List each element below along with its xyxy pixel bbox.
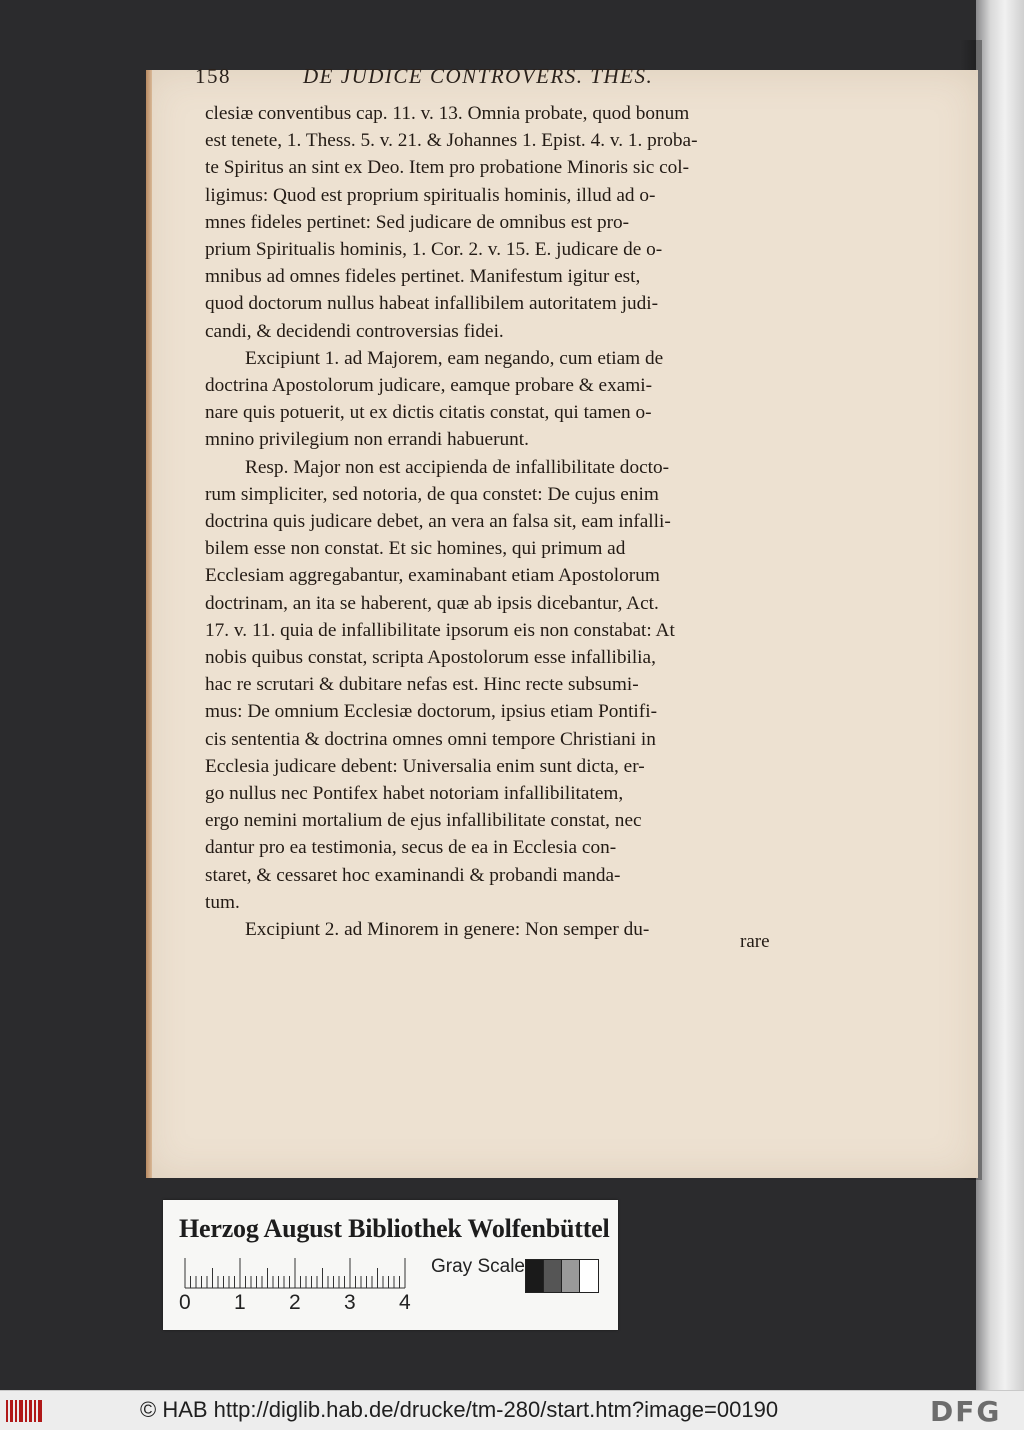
text-line: Excipiunt 2. ad Minorem in genere: Non semper du- — [245, 919, 650, 941]
text-line: staret, & cessaret hoc examinandi & probandi manda- — [205, 864, 621, 886]
text-line: Ecclesia judicare debent: Universalia enim sunt dicta, er- — [205, 755, 645, 777]
adjacent-page-edge — [976, 0, 1024, 1390]
page-number: 158 — [195, 64, 231, 88]
paragraph — [205, 100, 795, 345]
text-line: quod doctorum nullus habeat infallibilem autoritatem judi- — [205, 293, 659, 315]
page-left-edge — [146, 70, 152, 1178]
paragraph — [205, 454, 795, 916]
barcode-icon — [6, 1398, 46, 1424]
grayscale-swatch — [579, 1259, 599, 1293]
text-line: ligimus: Quod est proprium spiritualis hominis, illud ad o- — [205, 184, 656, 206]
text-line: Excipiunt 1. ad Majorem, eam negando, cum etiam de — [245, 347, 664, 369]
ruler-number: 3 — [344, 1291, 356, 1314]
text-line: candi, & decidendi controversias fidei. — [205, 320, 504, 342]
running-title: DE JUDICE CONTROVERS. THES. — [303, 64, 654, 88]
text-line: go nullus nec Pontifex habet notoriam infallibilitatem, — [205, 783, 624, 805]
paragraph — [205, 916, 795, 943]
footer-url[interactable]: © HAB http://diglib.hab.de/drucke/tm-280/start.htm?image=00190 — [140, 1397, 779, 1422]
text-line: nare quis potuerit, ut ex dictis citatis constat, qui tamen o- — [205, 402, 652, 424]
text-line: tum. — [205, 891, 240, 913]
running-head — [195, 64, 835, 96]
body-text — [205, 100, 795, 943]
catchword: rare — [740, 931, 770, 952]
text-line: dantur pro ea testimonia, secus de ea in Ecclesia con- — [205, 837, 617, 859]
paragraph — [205, 345, 795, 454]
text-line: doctrina quis judicare debet, an vera an falsa sit, eam infalli- — [205, 511, 671, 533]
text-line: Resp. Major non est accipienda de infallibilitate docto- — [245, 456, 670, 478]
grayscale-swatch — [525, 1259, 545, 1293]
text-line: doctrina Apostolorum judicare, eamque probare & exami- — [205, 375, 653, 397]
grayscale-swatch — [543, 1259, 563, 1293]
ruler-number: 1 — [234, 1291, 246, 1314]
text-line: mus: De omnium Ecclesiæ doctorum, ipsius etiam Pontifi- — [205, 701, 657, 723]
footer-bar — [0, 1390, 1024, 1430]
text-line: est tenete, 1. Thess. 5. v. 21. & Johannes 1. Epist. 4. v. 1. proba- — [205, 130, 698, 152]
library-label — [163, 1200, 618, 1330]
text-line: doctrinam, an ita se haberent, quæ ab ipsis dicebantur, Act. — [205, 592, 659, 614]
grayscale-swatch — [561, 1259, 581, 1293]
text-line: te Spiritus an sint ex Deo. Item pro probatione Minoris sic col- — [205, 157, 690, 179]
ruler-number: 0 — [179, 1291, 191, 1314]
text-line: clesiæ conventibus cap. 11. v. 13. Omnia probate, quod bonum — [205, 103, 690, 124]
ruler-number: 4 — [399, 1291, 411, 1314]
text-line: nobis quibus constat, scripta Apostolorum esse infallibilia, — [205, 647, 656, 669]
text-line: Ecclesiam aggregabantur, examinabant etiam Apostolorum — [205, 565, 660, 587]
library-name: Herzog August Bibliothek Wolfenbüttel — [179, 1214, 610, 1243]
text-line: hac re scrutari & dubitare nefas est. Hinc recte subsumi- — [205, 674, 639, 696]
text-line: prium Spiritualis hominis, 1. Cor. 2. v. 15. E. judicare de o- — [205, 239, 663, 261]
text-line: 17. v. 11. quia de infallibilitate ipsorum eis non constabat: At — [205, 619, 675, 641]
grayscale-label: Gray Scale — [431, 1256, 525, 1277]
ruler-number: 2 — [289, 1291, 301, 1314]
text-line: bilem esse non constat. Et sic homines, qui primum ad — [205, 538, 626, 560]
dfg-logo: DFG — [930, 1395, 1002, 1428]
text-line: mnibus ad omnes fideles pertinet. Manifestum igitur est, — [205, 266, 641, 288]
text-line: rum simpliciter, sed notoria, de qua constet: De cujus enim — [205, 483, 659, 505]
text-line: ergo nemini mortalium de ejus infallibilitate constat, nec — [205, 810, 642, 832]
text-line: cis sententia & doctrina omnes omni tempore Christiani in — [205, 728, 656, 750]
text-line: mnino privilegium non errandi habuerunt. — [205, 429, 529, 451]
text-line: mnes fideles pertinet: Sed judicare de omnibus est pro- — [205, 211, 630, 233]
